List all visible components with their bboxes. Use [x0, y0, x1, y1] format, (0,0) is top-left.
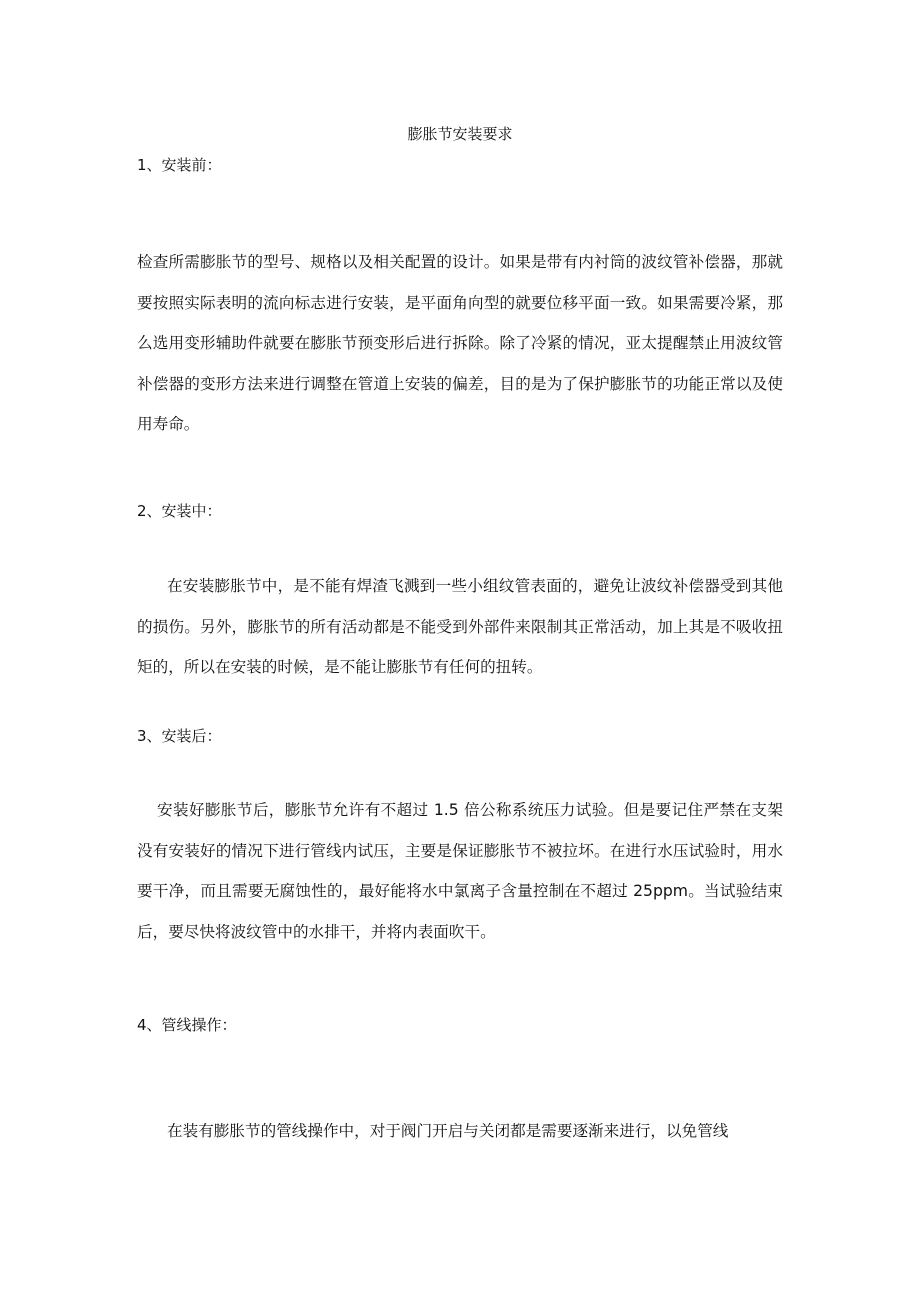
section-heading-during-installation: 2、安装中： — [137, 502, 222, 520]
section-heading-before-installation: 1、安装前： — [137, 156, 222, 174]
section-heading-pipeline-operation: 4、管线操作： — [137, 1016, 237, 1034]
section-body-before-installation: 检查所需膨胀节的型号、规格以及相关配置的设计。如果是带有内衬筒的波纹管补偿器，那就要按照实际表明的流向标志进行安装，是平面角向型的就要位移平面一致。如果需要冷紧，那么选用变形辅助件就要在膨胀节预变形后进行拆除。除了冷紧的情况，亚太提醒禁止用波纹管补偿器的变形方法来进行调整在管道上安装的偏差，目的是为了保护膨胀节的功能正常以及使用寿命。 — [137, 253, 783, 433]
document-title: 膨胀节安装要求 — [407, 125, 513, 143]
section-heading-after-installation: 3、安装后： — [137, 727, 222, 745]
section-body-during-installation: 在安装膨胀节中，是不能有焊渣飞溅到一些小组纹管表面的，避免让波纹补偿器受到其他的损伤。另外，膨胀节的所有活动都是不能受到外部件来限制其正常活动，加上其是不吸收扭矩的，所以在安装的时候，是不能让膨胀节有任何的扭转。 — [137, 577, 783, 676]
section-body-pipeline-operation: 在装有膨胀节的管线操作中，对于阀门开启与关闭都是需要逐渐来进行，以免管线 — [167, 1122, 729, 1140]
section-body-after-installation: 安装好膨胀节后，膨胀节允许有不超过 1.5 倍公称系统压力试验。但是要记住严禁在支架没有安装好的情况下进行管线内试压，主要是保证膨胀节不被拉坏。在进行水压试验时，用水要干净，而且需要无腐蚀性的，最好能将水中氯离子含量控制在不超过 25ppm。当试验结束后，要尽快将波纹管中的水排干，并将内表面吹干。 — [137, 801, 783, 941]
